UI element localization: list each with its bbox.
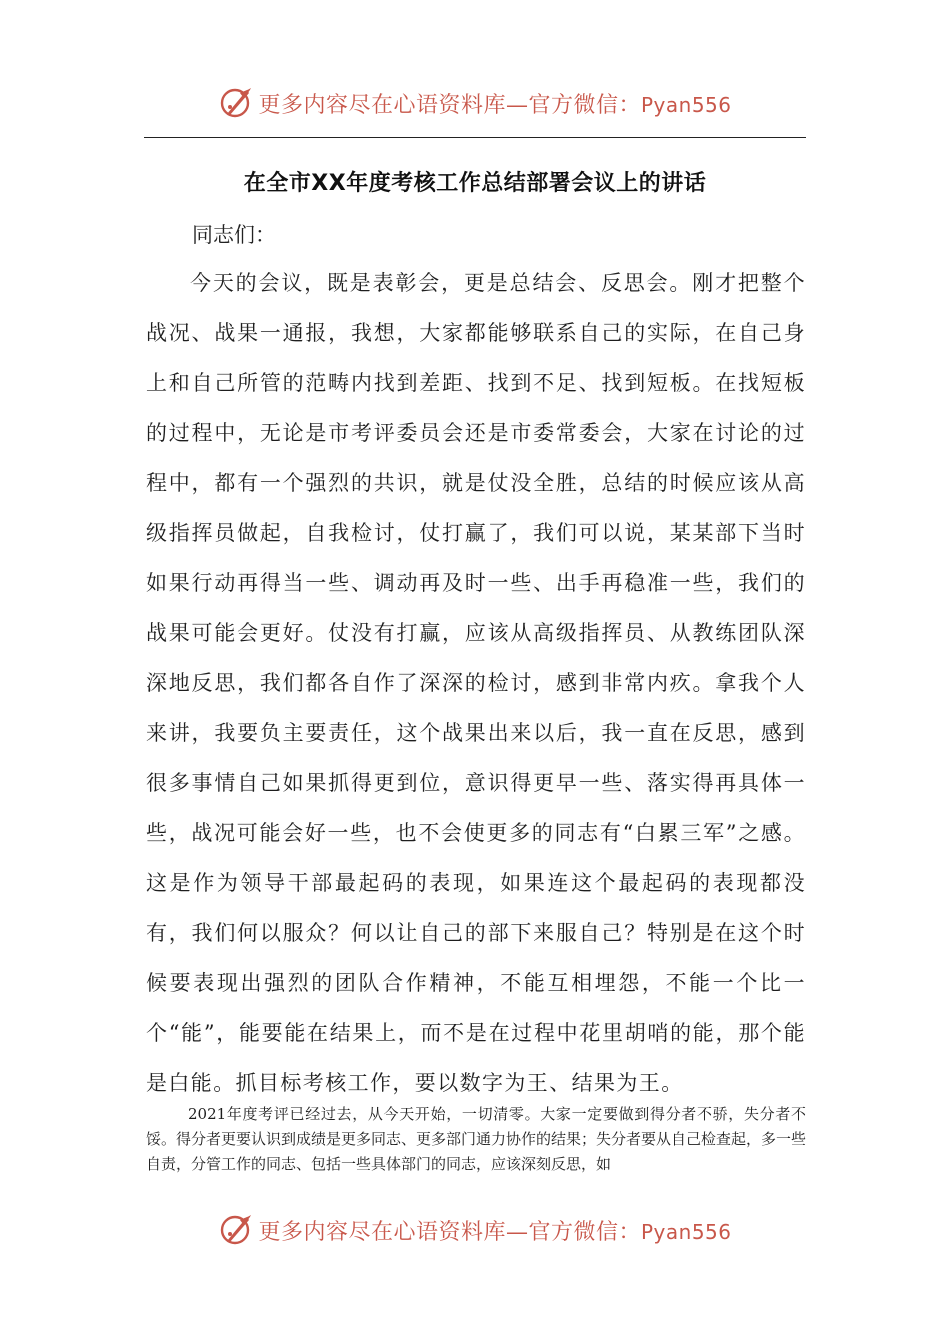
- body-paragraph-2: 2021年度考评已经过去，从今天开始，一切清零。大家一定要做到得分者不骄，失分者不馁。得分者更要认识到成绩是更多同志、更多部门通力协作的结果；失分者要从自己检查起，多一些自责，分管工作的同志、包括一些具体部门的同志，应该深刻反思，如: [146, 1105, 807, 1173]
- footer-banner-account: Pyan556: [641, 1219, 732, 1244]
- footer-banner-text: [258, 1215, 731, 1246]
- quill-pen-logo-icon: [218, 1212, 254, 1248]
- document-title: 在全市XX年度考核工作总结部署会议上的讲话: [243, 171, 707, 196]
- header-banner-label: 更多内容尽在心语资料库—官方微信：: [258, 92, 641, 118]
- body-paragraph-1: 今天的会议，既是表彰会，更是总结会、反思会。刚才把整个战况、战果一通报，我想，大家都能够联系自己的实际，在自己身上和自己所管的范畴内找到差距、找到不足、找到短板。在找短板的过程中，无论是市考评委员会还是市委常委会，大家在讨论的过程中，都有一个强烈的共识，就是仗没全胜，总结的时候应该从高级指挥员做起，自我检讨，仗打赢了，我们可以说，某某部下当时如果行动再得当一些、调动再及时一些、出手再稳准一些，我们的战果可能会更好。仗没有打赢，应该从高级指挥员、从教练团队深深地反思，我们都各自作了深深的检讨，感到非常内疚。拿我个人来讲，我要负主要责任，这个战果出来以后，我一直在反思，感到很多事情自己如果抓得更到位，意识得更早一些、落实得再具体一些，战况可能会好一些，也不会使更多的同志有“白累三军”之感。这是作为领导干部最起码的表现，如果连这个最起码的表现都没有，我们何以服众？何以让自己的部下来服自己？特别是在这个时候要表现出强烈的团队合作精神，不能互相埋怨，不能一个比一个“能”，能要能在结果上，而不是在过程中花里胡哨的能，那个能是白能。抓目标考核工作，要以数字为王、结果为王。: [146, 271, 806, 1095]
- header-divider: [144, 137, 806, 138]
- footer-banner: [0, 1208, 950, 1252]
- header-banner-text: [258, 88, 731, 119]
- quill-pen-logo-icon: [218, 85, 254, 121]
- salutation: 同志们：: [192, 223, 276, 247]
- footer-banner-label: 更多内容尽在心语资料库—官方微信：: [258, 1219, 641, 1245]
- header-banner-account: Pyan556: [641, 92, 732, 117]
- header-banner: [0, 81, 950, 125]
